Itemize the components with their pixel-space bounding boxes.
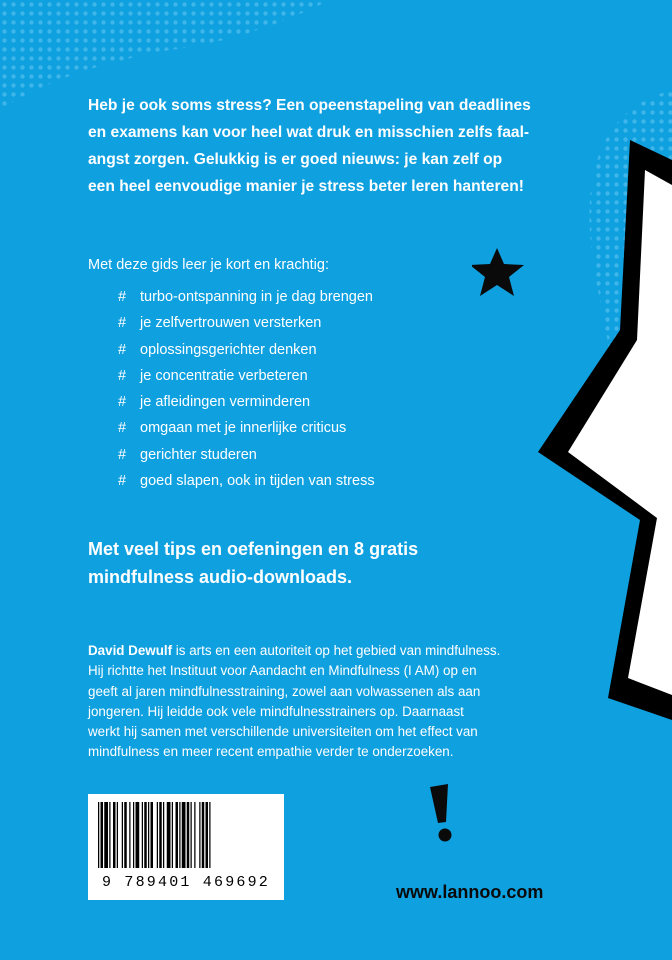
list-heading: Met deze gids leer je kort en krachtig: xyxy=(88,257,329,273)
barcode-bar xyxy=(98,802,99,868)
topic-text: gerichter studeren xyxy=(140,446,257,463)
barcode-bar xyxy=(172,802,173,868)
barcode-bar xyxy=(182,802,186,868)
bio-line xyxy=(88,641,588,661)
barcode-bar xyxy=(199,802,200,868)
barcode-bar xyxy=(133,802,134,868)
barcode-bar xyxy=(191,802,192,868)
barcode-bars xyxy=(98,802,274,872)
barcode-bar xyxy=(157,802,158,868)
barcode-bar xyxy=(109,802,110,868)
bio-line: geeft al jaren mindfulnesstraining, zowel aan volwassenen als aan xyxy=(88,683,481,699)
bio-line: werkt hij samen met verschillende universiteiten om het effect van xyxy=(88,724,478,740)
topic-list xyxy=(118,287,375,497)
barcode-bar xyxy=(179,802,180,868)
barcode-bar xyxy=(142,802,143,868)
isbn-number: 9 789401 469692 xyxy=(101,874,271,891)
topic-text: turbo-ontspanning in je dag brengen xyxy=(140,289,373,305)
list-item xyxy=(118,287,375,313)
list-item xyxy=(118,340,375,366)
bio-text: is arts en een autoriteit op het gebied van mindfulness. xyxy=(172,643,501,658)
barcode-bar xyxy=(206,802,209,868)
barcode-bar xyxy=(159,802,162,868)
barcode-bar xyxy=(144,802,147,868)
intro-line: een heel eenvoudige manier je stress beter leren hanteren! xyxy=(88,178,524,195)
barcode-bar xyxy=(194,802,195,868)
barcode-bar xyxy=(148,802,149,868)
hash-bullet: # xyxy=(118,420,127,437)
intro-line: en examens kan voor heel wat druk en misschien zelfs faal- xyxy=(88,124,530,141)
barcode-bar xyxy=(176,802,179,868)
hash-bullet: # xyxy=(118,289,127,305)
hash-bullet: # xyxy=(118,394,127,411)
intro-paragraph xyxy=(88,92,598,200)
intro-line: Heb je ook soms stress? Een opeenstapeling van deadlines xyxy=(88,97,531,114)
author-name: David Dewulf xyxy=(88,643,173,658)
small-star-icon xyxy=(472,246,526,298)
barcode-bar xyxy=(202,802,205,868)
barcode-bar xyxy=(101,802,104,868)
list-item xyxy=(118,392,375,418)
list-item xyxy=(118,445,375,471)
barcode-bar xyxy=(151,802,154,868)
list-item xyxy=(118,313,375,339)
barcode-bar xyxy=(117,802,118,868)
bio-line: Hij richtte het Instituut voor Aandacht en Mindfulness (I AM) op en xyxy=(88,663,477,679)
bio-line: jongeren. Hij leidde ook vele mindfulnesstrainers op. Daarnaast xyxy=(88,703,464,719)
barcode-bar xyxy=(124,802,127,868)
barcode-bar xyxy=(209,802,210,868)
list-item xyxy=(118,366,375,392)
barcode-bar xyxy=(163,802,164,868)
barcode-bar xyxy=(113,802,116,868)
list-item xyxy=(118,471,375,497)
tips-headline xyxy=(88,535,418,591)
hash-bullet: # xyxy=(118,367,127,384)
barcode-bar xyxy=(122,802,123,868)
barcode xyxy=(88,794,284,900)
barcode-bar xyxy=(167,802,171,868)
topic-text: goed slapen, ook in tijden van stress xyxy=(140,473,375,490)
publisher-url: www.lannoo.com xyxy=(396,882,544,902)
hash-bullet: # xyxy=(118,473,127,490)
barcode-bar xyxy=(187,802,190,868)
intro-line: angst zorgen. Gelukkig is er goed nieuws: je kan zelf op xyxy=(88,151,503,168)
barcode-bar xyxy=(104,802,108,868)
list-item xyxy=(118,418,375,444)
barcode-bar xyxy=(136,802,140,868)
hash-bullet: # xyxy=(118,315,127,332)
topic-text: je afleidingen verminderen xyxy=(140,394,311,411)
hash-bullet: # xyxy=(118,446,127,463)
exclamation-icon xyxy=(428,784,468,844)
hash-bullet: # xyxy=(118,341,127,358)
topic-text: je concentratie verbeteren xyxy=(140,367,308,384)
barcode-bar xyxy=(129,802,130,868)
topic-text: omgaan met je innerlijke criticus xyxy=(140,420,347,437)
tips-line: mindfulness audio-downloads. xyxy=(88,567,353,587)
tips-line: Met veel tips en oefeningen en 8 gratis xyxy=(88,539,419,559)
bio-line: mindfulness en meer recent empathie verder te onderzoeken. xyxy=(88,744,454,760)
topic-text: je zelfvertrouwen versterken xyxy=(140,315,322,332)
topic-text: oplossingsgerichter denken xyxy=(140,341,317,358)
author-bio xyxy=(88,641,588,763)
